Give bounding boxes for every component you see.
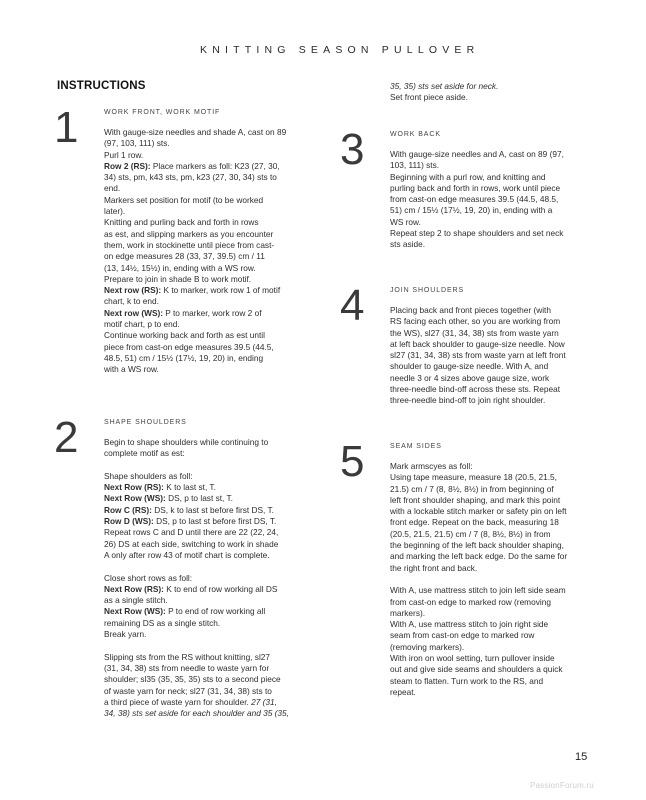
row-label: Row C (RS):	[104, 504, 152, 515]
instruction-line	[390, 608, 605, 619]
instruction-line	[104, 493, 319, 504]
instruction-text: front edge. Repeat on the back, measuring 18	[390, 517, 559, 528]
step-body	[104, 127, 319, 376]
instruction-text: repeat.	[390, 686, 416, 697]
instruction-line	[104, 652, 319, 663]
instruction-text: them, work in stockinette until piece from cast-	[104, 239, 275, 250]
italic-note: 34, 38) sts set aside for each shoulder and 35 (35,	[104, 708, 289, 719]
instruction-text: markers).	[390, 607, 426, 618]
step-title: SHAPE SHOULDERS	[104, 419, 187, 426]
step-title: WORK BACK	[390, 131, 441, 138]
instruction-text: seam from cast-on edge to marked row	[390, 630, 535, 641]
step-5	[340, 437, 605, 698]
instruction-line	[390, 461, 605, 472]
instruction-text: Place markers as foll: K23 (27, 30,	[150, 160, 280, 171]
instruction-line	[104, 342, 319, 353]
instruction-text: Repeat rows C and D until there are 22 (22, 24,	[104, 527, 279, 538]
instruction-text: a third piece of waste yarn for shoulder.	[104, 696, 252, 707]
step-body	[390, 305, 605, 407]
instruction-text: With iron on wool setting, turn pullover inside	[390, 653, 555, 664]
row-label: Next Row (RS):	[104, 583, 164, 594]
paragraph-gap	[104, 460, 319, 471]
instruction-text: DS, k to last st before first DS, T.	[151, 504, 274, 515]
instruction-line	[390, 642, 605, 653]
instruction-line	[104, 353, 319, 364]
instruction-text: Begin to shape shoulders while continuing to	[104, 437, 269, 447]
instruction-line	[104, 217, 319, 228]
instruction-line	[390, 205, 605, 216]
step-1	[54, 103, 319, 376]
instruction-text: DS, p to last st, T.	[165, 493, 233, 504]
step-number: 4	[340, 281, 365, 330]
section-title: INSTRUCTIONS	[57, 80, 146, 92]
instruction-text: motif chart, p to end.	[104, 319, 180, 330]
instruction-text: chart, k to end.	[104, 296, 159, 307]
instruction-text: With gauge-size needles and shade A, cast on 89	[104, 127, 287, 137]
instruction-text: P to marker, work row 2 of	[163, 307, 262, 318]
instruction-line	[104, 584, 319, 595]
instruction-text: from cast-on edge measures 39.5 (44.5, 48.5,	[390, 194, 559, 205]
instruction-line	[104, 364, 319, 375]
instruction-text: Placing back and front pieces together (with	[390, 305, 551, 315]
paragraph-gap	[390, 574, 605, 585]
instruction-text: three-needle bind-off across these sts. Repeat	[390, 384, 561, 395]
instruction-line	[390, 484, 605, 495]
instruction-text: 51) cm / 15½ (17½, 19, 20) in, ending with a	[390, 205, 553, 216]
row-label: Row D (WS):	[104, 516, 154, 527]
row-label: Next row (WS):	[104, 307, 163, 318]
instruction-line	[104, 161, 319, 172]
step-title: JOIN SHOULDERS	[390, 287, 465, 294]
instruction-line	[104, 183, 319, 194]
paragraph-gap	[104, 561, 319, 572]
instruction-text: with a WS row.	[104, 364, 159, 375]
instruction-text: (20.5, 21.5, 21.5) cm / 7 (8, 8½, 8½) in from	[390, 528, 551, 539]
instruction-line	[104, 437, 319, 448]
instruction-text: P to end of row working all	[165, 606, 266, 617]
instruction-text: Using tape measure, measure 18 (20.5, 21.5,	[390, 472, 557, 483]
instruction-text: Shape shoulders as foll:	[104, 470, 193, 481]
instruction-line	[390, 563, 605, 574]
instruction-text: Knitting and purling back and forth in rows	[104, 217, 259, 228]
instruction-line	[104, 251, 319, 262]
instruction-text: Markers set position for motif (to be worked	[104, 194, 264, 205]
row-label: Next Row (RS):	[104, 482, 164, 493]
instruction-line	[390, 217, 605, 228]
instruction-text: RS facing each other, so you are working from	[390, 316, 561, 327]
instruction-line	[390, 495, 605, 506]
row-label: Next Row (WS):	[104, 493, 166, 504]
instruction-line	[390, 529, 605, 540]
instruction-text: as a single stitch.	[104, 595, 168, 606]
paragraph-gap	[104, 640, 319, 651]
row-label: Next Row (WS):	[104, 606, 166, 617]
instruction-line	[390, 328, 605, 339]
instruction-text: on edge measures 28 (33, 37, 39.5) cm / 11	[104, 251, 265, 262]
watermark: PassionForum.ru	[530, 781, 594, 790]
instruction-text: DS, p to last st before first DS, T.	[153, 516, 277, 527]
instruction-text: (removing markers).	[390, 641, 465, 652]
instruction-line	[390, 194, 605, 205]
instruction-line	[390, 239, 605, 250]
instruction-line	[104, 505, 319, 516]
instruction-line	[104, 240, 319, 251]
instruction-text: Beginning with a purl row, and knitting and	[390, 171, 546, 182]
instruction-text: 103, 111) sts.	[390, 160, 440, 171]
step-number: 1	[54, 103, 79, 152]
instruction-line	[390, 551, 605, 562]
instruction-line	[390, 149, 605, 160]
instruction-line	[390, 339, 605, 350]
row-label: Next row (RS):	[104, 285, 162, 296]
instruction-line	[104, 550, 319, 561]
instruction-line	[104, 263, 319, 274]
step-body	[390, 149, 605, 251]
instruction-line	[390, 172, 605, 183]
instruction-line	[104, 138, 319, 149]
instruction-text: remaining DS as a single stitch.	[104, 617, 221, 628]
instruction-text: sl27 (31, 34, 38) sts from waste yarn at left front	[390, 350, 566, 361]
page-number: 15	[575, 751, 588, 763]
instruction-line	[390, 630, 605, 641]
step-body	[390, 461, 605, 698]
instruction-line	[104, 229, 319, 240]
instruction-text: shoulder; sl35 (35, 35, 35) sts to a second piece	[104, 674, 281, 685]
instruction-text: shoulder to gauge-size needle. With A, and	[390, 361, 549, 372]
instruction-text: Purl 1 row.	[104, 149, 144, 160]
step-2	[54, 413, 319, 719]
instruction-line	[104, 206, 319, 217]
instruction-line	[104, 274, 319, 285]
instruction-line	[104, 708, 319, 719]
step-body	[390, 81, 605, 104]
instruction-line	[104, 686, 319, 697]
instruction-text: piece from cast-on edge measures 39.5 (44.5,	[104, 341, 274, 352]
instruction-line	[390, 517, 605, 528]
instruction-text: the right front and back.	[390, 562, 478, 573]
instruction-text: With A, use mattress stitch to join left side seam	[390, 585, 566, 596]
step-title: SEAM SIDES	[390, 443, 442, 450]
step-4	[340, 281, 605, 407]
running-head: KNITTING SEASON PULLOVER	[200, 44, 480, 56]
instruction-text: of waste yarn for neck; sl27 (31, 34, 38) sts to	[104, 685, 272, 696]
instruction-text: out and give side seams and shoulders a quick	[390, 664, 563, 675]
step-continuation	[390, 81, 605, 104]
step-number: 3	[340, 125, 365, 174]
instruction-line	[390, 676, 605, 687]
step-body	[104, 437, 319, 719]
instruction-line	[104, 595, 319, 606]
italic-note: 35, 35) sts set aside for neck.	[390, 81, 499, 91]
instruction-line	[390, 228, 605, 239]
instruction-text: 48.5, 51) cm / 15½ (17½, 19, 20) in, ending	[104, 352, 264, 363]
step-title: WORK FRONT, WORK MOTIF	[104, 109, 221, 116]
instruction-line	[104, 606, 319, 617]
instruction-text: Repeat step 2 to shape shoulders and set neck	[390, 228, 564, 239]
instruction-text: purling back and forth in rows, work until piece	[390, 182, 561, 193]
instruction-text: K to end of row working all DS	[163, 583, 278, 594]
instruction-line	[390, 92, 605, 103]
instruction-text: as est, and slipping markers as you encounter	[104, 228, 274, 239]
instruction-text: and marking the left back edge. Do the same for	[390, 551, 568, 562]
instruction-text: (13, 14½, 15½) in, ending with a WS row.	[104, 262, 256, 273]
instruction-text: 34) sts, pm, k43 sts, pm, k23 (27, 30, 34) sts to	[104, 172, 277, 183]
instruction-line	[104, 573, 319, 584]
instruction-text: Set front piece aside.	[390, 92, 468, 103]
instruction-text: complete motif as est:	[104, 448, 185, 459]
instruction-line	[390, 653, 605, 664]
instruction-text: from cast-on edge to marked row (removing	[390, 596, 551, 607]
instruction-line	[390, 585, 605, 596]
instruction-text: Break yarn.	[104, 629, 147, 640]
instruction-line	[104, 663, 319, 674]
instruction-text: three-needle bind-off to join right shoulder.	[390, 395, 546, 406]
instruction-line	[390, 506, 605, 517]
instruction-line	[390, 472, 605, 483]
instruction-line	[390, 305, 605, 316]
instruction-line	[390, 350, 605, 361]
instruction-line	[104, 195, 319, 206]
step-number: 2	[54, 413, 79, 462]
instruction-line	[104, 330, 319, 341]
instruction-line	[104, 127, 319, 138]
instruction-text: at left back shoulder to gauge-size needle. Now	[390, 338, 565, 349]
instruction-line	[390, 81, 605, 92]
instruction-line	[390, 183, 605, 194]
instruction-text: needle 3 or 4 sizes above gauge size, work	[390, 372, 550, 383]
instruction-line	[104, 539, 319, 550]
instruction-text: sts aside.	[390, 239, 426, 250]
instruction-line	[104, 527, 319, 538]
instruction-line	[390, 373, 605, 384]
instruction-text: 26) DS at each side, switching to work in shade	[104, 538, 279, 549]
instruction-text: left front shoulder shaping, and mark this point	[390, 494, 561, 505]
instruction-line	[104, 319, 319, 330]
instruction-line	[104, 674, 319, 685]
instruction-text: later).	[104, 206, 126, 217]
instruction-text: Close short rows as foll:	[104, 572, 193, 583]
instruction-line	[104, 285, 319, 296]
step-number: 5	[340, 437, 365, 486]
instruction-line	[104, 172, 319, 183]
instruction-line	[104, 482, 319, 493]
instruction-text: A only after row 43 of motif chart is complete.	[104, 549, 270, 560]
instruction-text: Slipping sts from the RS without knitting, sl27	[104, 651, 271, 662]
instruction-text: K to last st, T.	[163, 482, 216, 493]
instruction-line	[390, 395, 605, 406]
instruction-text: the WS), sl27 (31, 34, 38) sts from waste yarn	[390, 327, 559, 338]
instruction-text: With gauge-size needles and A, cast on 89 (97,	[390, 149, 564, 159]
instruction-text: With A, use mattress stitch to join right side	[390, 619, 549, 630]
instruction-line	[390, 540, 605, 551]
step-3	[340, 125, 605, 251]
instruction-text: the beginning of the left back shoulder shaping,	[390, 540, 564, 551]
instruction-text: WS row.	[390, 216, 421, 227]
instruction-text: Mark armscyes as foll:	[390, 461, 473, 471]
instruction-text: with a lockable stitch marker or safety pin on left	[390, 506, 567, 517]
instruction-line	[390, 160, 605, 171]
instruction-line	[390, 316, 605, 327]
instruction-line	[104, 618, 319, 629]
instruction-text: (31, 34, 38) sts from needle to waste yarn for	[104, 662, 270, 673]
row-label: Row 2 (RS):	[104, 160, 151, 171]
instruction-line	[104, 516, 319, 527]
instruction-line	[390, 619, 605, 630]
instruction-line	[104, 150, 319, 161]
instruction-line	[390, 687, 605, 698]
instruction-text: steam to flatten. Turn work to the RS, and	[390, 675, 544, 686]
instruction-line	[104, 296, 319, 307]
instruction-line	[390, 384, 605, 395]
instruction-text: K to marker, work row 1 of motif	[161, 285, 281, 296]
instruction-line	[104, 448, 319, 459]
instruction-line	[390, 361, 605, 372]
instruction-text: Continue working back and forth as est until	[104, 330, 265, 341]
italic-note: 27 (31,	[251, 696, 277, 707]
instruction-line	[390, 664, 605, 675]
instruction-line	[104, 471, 319, 482]
instruction-text: 21.5) cm / 7 (8, 8½, 8½) in from beginning of	[390, 483, 554, 494]
instruction-line	[104, 308, 319, 319]
instruction-line	[104, 697, 319, 708]
instruction-text: Prepare to join in shade B to work motif.	[104, 273, 252, 284]
instruction-text: end.	[104, 183, 121, 194]
instruction-text: (97, 103, 111) sts.	[104, 138, 170, 149]
instruction-line	[104, 629, 319, 640]
instruction-line	[390, 597, 605, 608]
